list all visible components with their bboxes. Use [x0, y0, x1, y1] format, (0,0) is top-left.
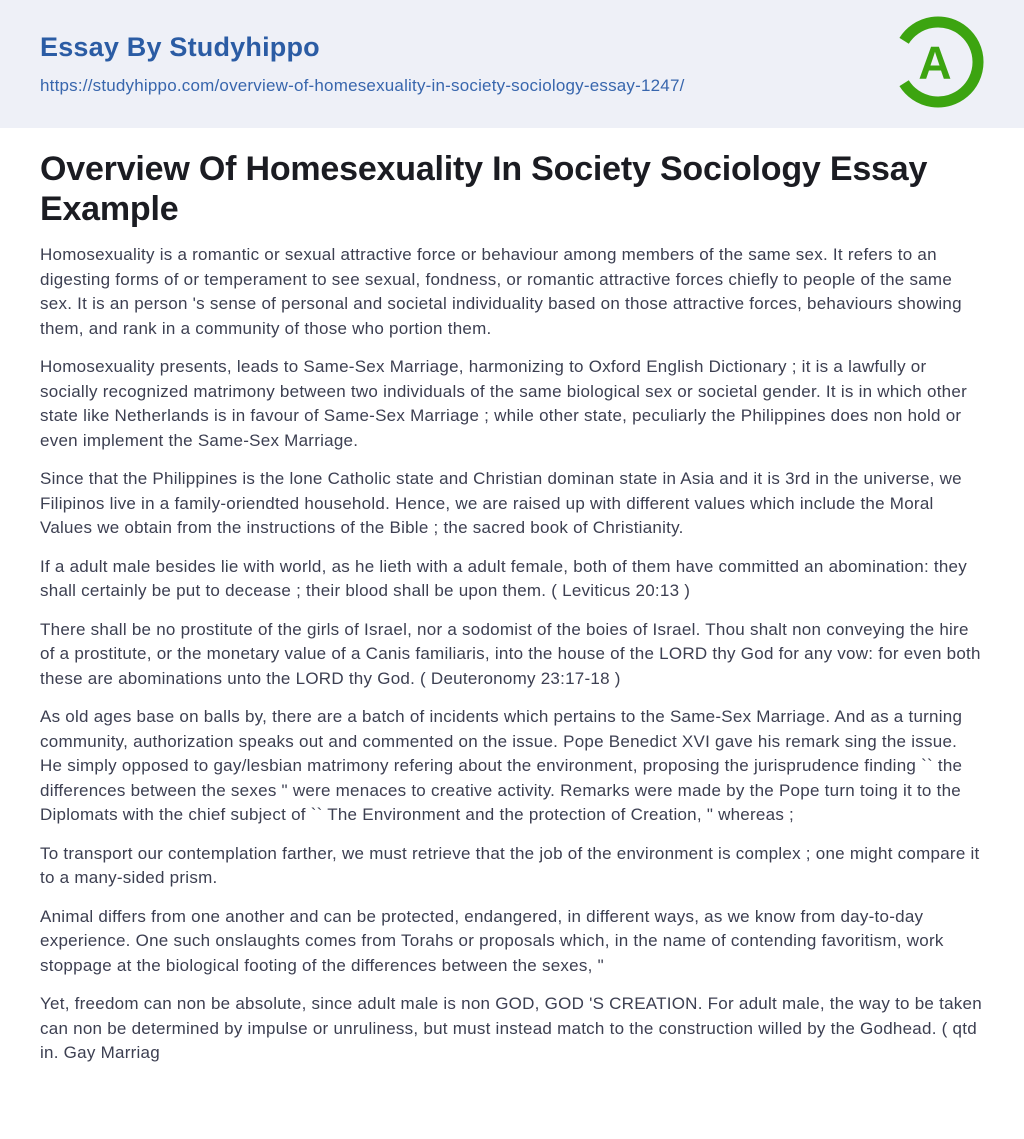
essay-paragraph-6: As old ages base on balls by, there are a batch of incidents which pertains to the Same-Sex Marriage. And as a turning community, authorization speaks out and commented on the issue. Pope Benedict XVI gave his remark sing the issue. He simply opposed to gay/lesbian matrimony refering about the environment, proposing the jurisprudence finding `` the differences between the sexes " were menaces to creative activity. Remarks were made by the Pope turn toing it to the Diplomats with the chief subject of `` The Environment and the protection of Creation, " whereas ;: [40, 707, 963, 824]
essay-paragraph-2: Homosexuality presents, leads to Same-Sex Marriage, harmonizing to Oxford English Dictionary ; it is a lawfully or socially recognized matrimony between two individuals of the same biological sex or societal gender. It is in which other state like Netherlands is in favour of Same-Sex Marriage ; while other state, peculiarly the Philippines does non hold or even implement the Same-Sex Marriage.: [40, 357, 967, 450]
logo-a-icon: [890, 14, 986, 110]
essay-paragraph-3: Since that the Philippines is the lone Catholic state and Christian dominan state in Asia and it is 3rd in the universe, we Filipinos live in a family-oriendted household. Hence, we are raised up with different values which include the Moral Values we obtain from the instructions of the Bible ; the sacred book of Christianity.: [40, 469, 962, 537]
page-header: [0, 0, 1024, 128]
essay-paragraph-8: Animal differs from one another and can be protected, endangered, in different ways, as we know from day-to-day experience. One such onslaughts comes from Torahs or proposals which, in the name of contending favoritism, work stoppage at the biological footing of the differences between the sexes, ": [40, 906, 944, 975]
essay-paragraph-5: There shall be no prostitute of the girls of Israel, nor a sodomist of the boies of Israel. Thou shalt non conveying the hire of a prostitute, or the monetary value of a Canis familiaris, into the house of the LORD thy God for any vow: for even both these are abominations unto the LORD thy God. ( Deuteronomy 23:17-18 ): [40, 619, 981, 688]
site-title: Essay By Studyhippo: [40, 32, 320, 62]
essay-content: [0, 128, 1024, 1106]
header-text-block: [40, 32, 685, 96]
logo-letter: A: [918, 36, 952, 89]
essay-paragraph-1: Homosexuality is a romantic or sexual attractive force or behaviour among members of the same sex. It refers to an digesting forms of or temperament to see sexual, fondness, or romantic attractive forces chiefly to people of the same sex. It is an person 's sense of personal and societal individuality based on those attractive forces, behaviours showing them, and rank in a community of those who portion them.: [40, 245, 962, 338]
essay-url[interactable]: https://studyhippo.com/overview-of-homesexuality-in-society-sociology-essay-1247/: [40, 76, 685, 95]
essay-paragraph-9: Yet, freedom can non be absolute, since adult male is non GOD, GOD 'S CREATION. For adult male, the way to be taken can non be determined by impulse or unruliness, but must instead match to the construction willed by the Godhead. ( qtd in. Gay Marriag: [40, 994, 982, 1062]
essay-paragraph-4: If a adult male besides lie with world, as he lieth with a adult female, both of them have committed an abomination: they shall certainly be put to decease ; their blood shall be upon them. ( Leviticus 20:13 ): [40, 556, 968, 600]
studyhippo-logo: [890, 14, 986, 110]
essay-title: Overview Of Homesexuality In Society Sociology Essay Example: [40, 150, 928, 228]
essay-paragraph-7: To transport our contemplation farther, we must retrieve that the job of the environment is complex ; one might compare it to a many-sided prism.: [40, 843, 980, 887]
